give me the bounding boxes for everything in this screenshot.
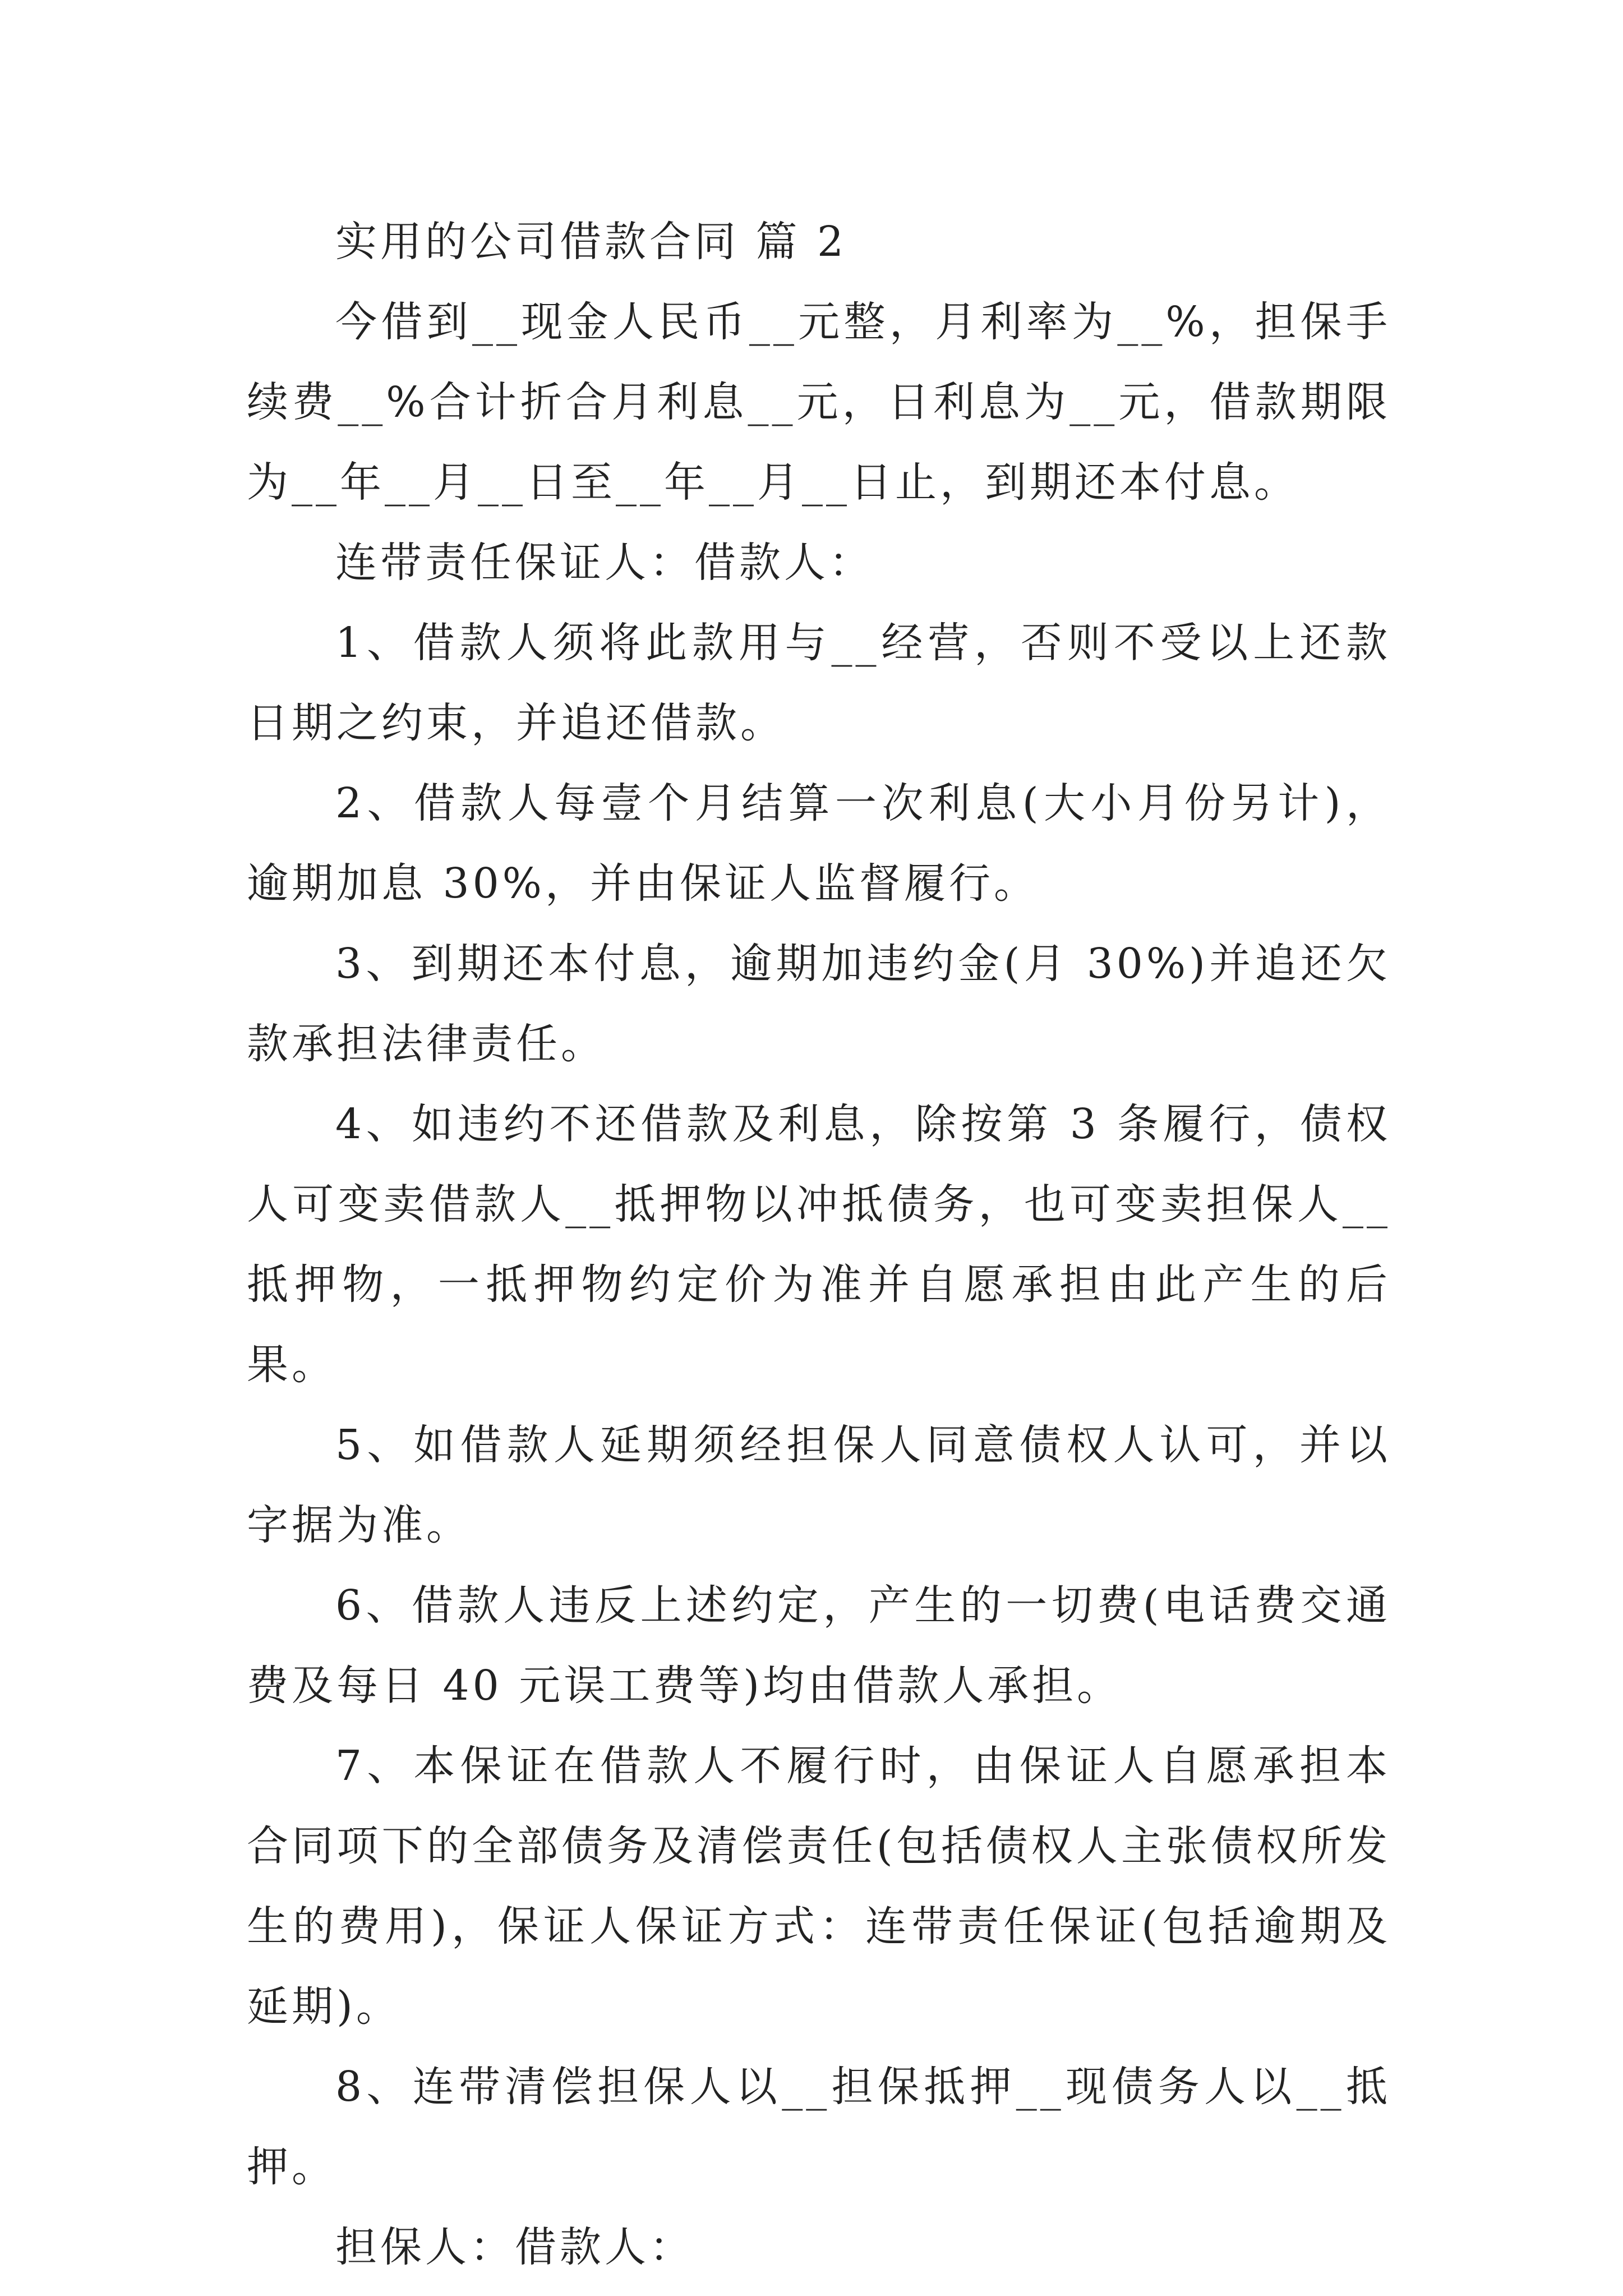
clause-7: 7、本保证在借款人不履行时，由保证人自愿承担本合同项下的全部债务及清偿责任(包括债权人主张债权所发生的费用)，保证人保证方式：连带责任保证(包括逾期及延期)。 [247,1742,1391,2031]
clause-1: 1、借款人须将此款用与__经营，否则不受以上还款日期之约束，并追还借款。 [247,619,1391,747]
paragraph-loan-terms: 今借到__现金人民币__元整，月利率为__%，担保手续费__%合计折合月利息__元，日利息为__元，借款期限为__年__月__日至__年__月__日止，到期还本付息。 [247,298,1391,507]
clause-8: 8、连带清偿担保人以__担保抵押__现债务人以__抵押。 [247,2063,1391,2191]
paragraph-signatories-1: 连带责任保证人：借款人： [335,539,874,587]
clause-5: 5、如借款人延期须经担保人同意债权人认可，并以字据为准。 [247,1421,1391,1549]
document-body [247,202,1391,2288]
paragraph-signatories-2: 担保人：借款人： [335,2223,694,2271]
clause-3: 3、到期还本付息，逾期加违约金(月 30%)并追还欠款承担法律责任。 [247,940,1391,1068]
clause-2: 2、借款人每壹个月结算一次利息(大小月份另计)，逾期加息 30%，并由保证人监督履行。 [247,779,1391,908]
document-title: 实用的公司借款合同 篇 2 [335,218,847,266]
clause-6: 6、借款人违反上述约定，产生的一切费(电话费交通费及每日 40 元误工费等)均由借款人承担。 [247,1581,1391,1710]
clause-4: 4、如违约不还借款及利息，除按第 3 条履行，债权人可变卖借款人__抵押物以冲抵债务，也可变卖担保人__抵押物，一抵押物约定价为准并自愿承担由此产生的后果。 [247,1100,1391,1389]
